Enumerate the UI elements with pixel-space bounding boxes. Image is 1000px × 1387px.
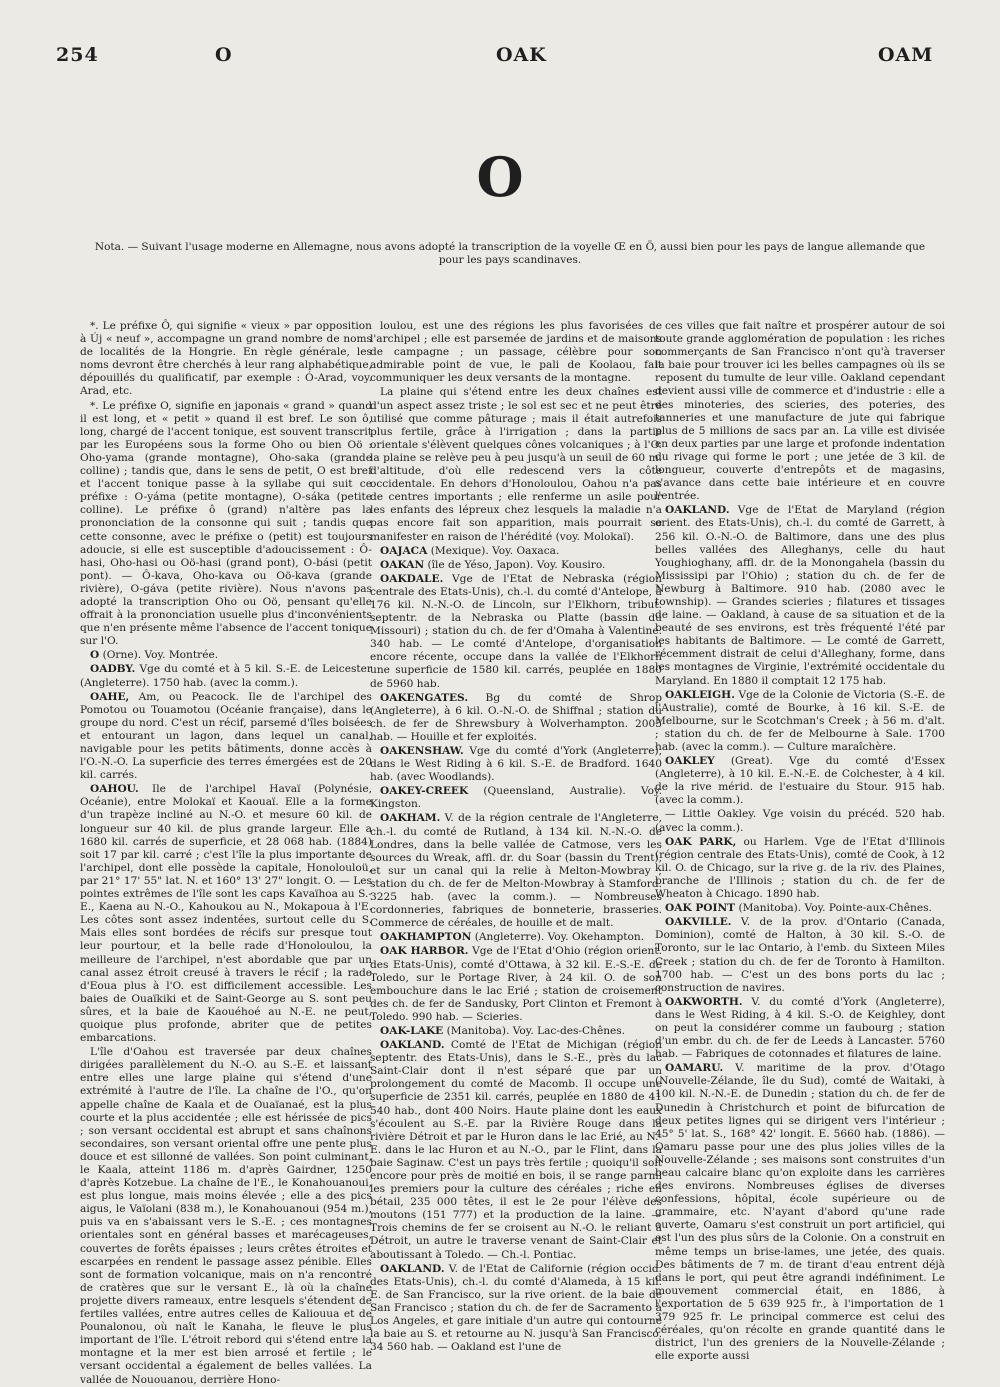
entry-headword: OAKENSHAW.	[380, 745, 464, 757]
entry-text: loulou, est une des régions les plus favorisées de l'archipel ; elle est parsemée de jardins et de maisons de campagne ; un passage, célèbre pour son admirable point de vue, le pali de Koolaou, fait communiquer les deux versants de la montagne.	[370, 320, 662, 385]
entry-text: (Orne). Voy. Montrée.	[102, 649, 219, 662]
header-center: OAK	[496, 44, 547, 66]
dictionary-entry	[80, 400, 372, 649]
entry-text: *. Le préfixe Ô, qui signifie « vieux » par opposition à Új « neuf », accompagne un grand nombre de noms de localités de la Hongrie. En règle générale, les noms devront être cherchés à leur rang alphabétique, dépouillés du qualificatif, par exemple : Ó-Arad, voy. Arad, etc.	[80, 320, 372, 398]
dictionary-entry	[80, 320, 372, 399]
entry-text: *. Le préfixe O, signifie en japonais « grand » quand il est long, et « petit » quand il est bref. Le son ô, long, chargé de l'accent tonique, est souvent transcrit par les Européens sous la forme Oho ou bien Oö : Oho-yama (grande montagne), Oho-saka (grande colline) ; tandis que, dans le sens de petit, O est bref et l'accent tonique passe à la syllabe qui suit ce préfixe : O-yáma (petite montagne), O-sáka (petite colline). Le préfixe ô (grand) n'altère pas la prononciation de la consonne qui suit ; tandis que cette consonne, avec le préfixe o (petit) est toujours adoucie, si elle est susceptible d'adoucissement : Ô-hasi, Oho-hasi ou Oö-hasi (grand pont), O-bási (petit pont). — Ô-kava, Oho-kava ou Oö-kava (grande rivière), O-gáva (petite rivière). Nous n'avons pas adopté la transcription Oho ou Oö, pensant qu'elle offrait à la prononciation usuelle plus d'inconvénients que n'en présente même l'absence de l'accent tonique sur l'O.	[80, 399, 372, 648]
entry-headword: OAJACA	[380, 544, 428, 557]
entry-text: Vge du comté d'York (Angleterre), dans le West Riding à 6 kil. S.-E. de Bradford. 1640 hab. (avec Woodlands).	[370, 745, 662, 784]
dictionary-entry	[370, 386, 662, 543]
dictionary-entry	[80, 1046, 372, 1386]
entry-headword: OAKHAMPTON	[380, 931, 472, 944]
dictionary-entry	[370, 320, 662, 385]
dictionary-entry	[370, 785, 662, 811]
entry-headword: OAHOU.	[90, 783, 139, 796]
entry-text: Ile de l'archipel Havaï (Polynésie, Océanie), entre Molokaï et Kaouaï. Elle a la forme d'un trapèze incliné au N.-O. et mesure 60 kil. de longueur sur 40 kil. de plus grande largeur. Elle a 1680 kil. carrés de superficie, et 28 068 hab. (1884) soit 17 par kil. carré ; c'est l'île la plus importante de l'archipel, dont elle possède la capitale, Honolouloü, par 21° 17' 55" lat. N. et 160° 13' 27" longit. O. — Les pointes extrêmes de l'île sont les caps Kavaïhoa au S.-E., Kaena au N.-O., Kahoukou au N., Mokapoua à l'E. Les côtes sont assez indentées, surtout celle du S. Mais elles sont bordées de récifs sur presque tout leur pourtour, et la belle rade d'Honoloulou, la meilleure de l'archipel, n'est abordable que par un canal assez étroit creusé à travers le récif ; la rade d'Eoua plus à l'O. est difficilement accessible. Les baies de Ouaïkiki et de Saint-George au S. sont peu sûres, et la baie de Kaouéhoé au N.-E. ne peut, quoique plus profonde, abriter que de petites embarcations.	[80, 783, 372, 1045]
entry-text: Vge de l'Etat de Nebraska (région centrale des Etats-Unis), ch.-l. du comté d'Antelope, à 176 kil. N.-N.-O. de Lincoln, sur l'Elkhorn, tribut. septentr. de la Nebraska ou Platte (bassin du Missouri) ; station du ch. de fer d'Omaha à Valentine. 340 hab. — Le comté d'Antelope, d'organisation encore récente, occupe dans la vallée de l'Elkhorn une superficie de 1580 kil. carrés, peuplée en 1880 de 5960 hab.	[370, 572, 662, 690]
dictionary-entry	[370, 1025, 662, 1038]
entry-headword: O	[90, 649, 100, 662]
entry-text: — Little Oakley. Vge voisin du précéd. 520 hab. (avec la comm.).	[655, 808, 945, 834]
entry-text: La plaine qui s'étend entre les deux chaînes est d'un aspect assez triste ; le sol est sec et ne peut être utilisé que comme pâturage ; mais il était autrefois plus fertile, grâce à l'irrigation ; dans la partie orientale s'élèvent quelques cônes volcaniques ; à l'O. la plaine se relève peu à peu jusqu'à un seuil de 60 m. d'altitude, d'où elle redescend vers la côte occidentale. En dehors d'Honoloulou, Oahou n'a pas de centres importants ; elle renferme un asile pour les enfants des lépreux chez lesquels la maladie n'a pas encore fait son apparition, mais pourrait se manifester en raison de l'hérédité (voy. Molokaï).	[370, 386, 662, 543]
entry-text: (Manitoba). Voy. Pointe-aux-Chênes.	[738, 902, 932, 915]
entry-headword: OAMARU.	[665, 1062, 724, 1075]
dictionary-entry	[370, 1263, 662, 1355]
entry-text: Bg du comté de Shrop (Angleterre), à 6 kil. O.-N.-O. de Shiffnal ; station du ch. de fer de Shrewsbury à Wolverhampton. 2005 hab. — Houille et fer exploités.	[370, 691, 662, 743]
entry-text: L'île d'Oahou est traversée par deux chaînes dirigées parallèlement du N.-O. au S.-E. et laissant entre elles une large plaine qui s'étend d'une extrémité à l'autre de l'île. La chaîne de l'O., qu'on appelle chaîne de Kaala et de Ouaïanaé, est la plus courte et la plus accidentée ; elle est hérissée de pics ; son versant occidental est abrupt et sans chaînons secondaires, son versant oriental offre une pente plus douce et est sillonné de vallées. Son point culminant, le Kaala, atteint 1186 m. d'après Gairdner, 1250 d'après Kotzebue. La chaîne de l'E., le Konahouanoui, est plus longue, mais moins élevée ; elle a des pics aigus, le Vaïolani (838 m.), le Konahouanoui (954 m.), puis va en s'abaissant vers le S.-E. ; ces montagnes orientales sont en général basses et marécageuses, couvertes de forêts épaisses ; leurs crêtes étroites et escarpées en rendent le passage assez pénible. Elles sont de formation volcanique, mais on n'a rencontré de cratères que sur le versant E., là où la chaîne projette divers rameaux, entre lesquels s'étendent de fertiles vallées, entre autres celles de Kaliouua et de Pounalonou, où naît le Kanaha, le fleuve le plus important de l'île. L'étroit rebord qui s'étend entre la montagne et la mer est bien arrosé et fertile ; le versant occidental a également de belles vallées. La vallée de Nououanou, derrière Hono-	[80, 1046, 372, 1386]
header-left: O	[215, 44, 233, 66]
page-number: 254	[56, 44, 99, 66]
entry-text: Vge de l'Etat d'Ohio (région orient. des Etats-Unis), comté d'Ottawa, à 32 kil. E.-S.-E. de Toledo, sur le Portage River, à 24 kil. O. de son embouchure dans le lac Erié ; station de croisement des ch. de fer de Sandusky, Port Clinton et Fremont à Toledo. 990 hab. — Scieries.	[370, 945, 662, 1023]
dictionary-entry	[80, 783, 372, 1045]
entry-headword: OAK HARBOR.	[380, 945, 469, 958]
section-letter: O	[476, 145, 524, 209]
dictionary-entry	[80, 691, 372, 783]
entry-text: ces villes que fait naître et prospérer autour de soi toute grande agglomération de population : les riches commerçants de San Francisco n'ont qu'à traverser la baie pour trouver ici les belles campagnes où ils se reposent du tumulte de leur ville. Oakland cependant devient aussi ville de commerce et d'industrie : elle a des minoteries, des scieries, des poteries, des tanneries et une manufacture de jute qui fabrique plus de 5 millions de sacs par an. La ville est divisée en deux parties par une large et profonde indentation du rivage qui forme le port ; une jetée de 3 kil. de longueur, couverte d'entrepôts et de magasins, s'avance dans cette baie intérieure et en couvre l'entrée.	[655, 320, 945, 503]
dictionary-entry	[655, 902, 945, 915]
entry-text: Am, ou Peacock. Ile de l'archipel des Pomotou ou Touamotou (Océanie française), dans le groupe du nord. C'est un récif, parsemé d'îles boisées et entourant un lagon, dans lequel un canal, navigable pour les petits bâtiments, donne accès à l'O.-N.-O. La superficie des terres émergées est de 20 kil. carrés.	[80, 690, 372, 782]
dictionary-entry	[655, 755, 945, 807]
editorial-note: Nota. — Suivant l'usage moderne en Allemagne, nous avons adopté la transcription de la voyelle Œ en Ö, aussi bien pour les pays de langue allemande que pour les pays scandinaves.	[94, 241, 926, 266]
entry-headword: OAKLAND.	[380, 1262, 445, 1275]
dictionary-entry	[655, 916, 945, 995]
entry-headword: OAKENGATES.	[380, 691, 469, 704]
dictionary-entry	[370, 1039, 662, 1262]
dictionary-entry	[80, 663, 372, 689]
dictionary-entry	[370, 692, 662, 744]
header-right: OAM	[878, 44, 934, 66]
entry-text: V. du comté d'York (Angleterre), dans le West Riding, à 4 kil. S.-O. de Keighley, dont on peut la considérer comme un faubourg ; station d'un embr. du ch. de fer de Leeds à Lancaster. 5760 hab. — Fabriques de cotonnades et filatures de laine.	[655, 995, 945, 1061]
entry-text: Vge de la Colonie de Victoria (S.-E. de l'Australie), comté de Bourke, à 16 kil. S.-E. de Melbourne, sur le Scotchman's Creek ; à 56 m. d'alt. ; station du ch. de fer de Melbourne à Sale. 1700 hab. (avec la comm.). — Culture maraîchère.	[655, 688, 945, 753]
entry-text: V. de la prov. d'Ontario (Canada, Dominion), comté de Halton, à 30 kil. S.-O. de Toronto, sur le lac Ontario, à l'emb. du Sixteen Miles Creek ; station du ch. de fer de Toronto à Hamilton. 1700 hab. — C'est un des bons ports du lac ; construction de navires.	[655, 916, 945, 994]
dictionary-entry	[370, 545, 662, 558]
entry-text: (Mexique). Voy. Oaxaca.	[430, 544, 560, 557]
entry-headword: OAHE,	[90, 690, 130, 703]
dictionary-entry	[370, 812, 662, 930]
entry-text: V. de l'Etat de Californie (région occid. des Etats-Unis), ch.-l. du comté d'Alameda, à 15 kil. E. de San Francisco, sur la rive orient. de la baie de San Francisco ; station du ch. de fer de Sacramento à Los Angeles, et gare initiale d'un autre qui contourne la baie au S. et retourne au N. jusqu'à San Francisco. 34 560 hab. — Oakland est l'une de	[370, 1262, 662, 1354]
dictionary-entry	[370, 945, 662, 1024]
dictionary-entry	[655, 504, 945, 687]
column-1	[80, 320, 372, 1386]
dictionary-entry	[655, 808, 945, 834]
entry-headword: OAKLAND.	[380, 1039, 445, 1052]
entry-text: (Manitoba). Voy. Lac-des-Chênes.	[446, 1024, 626, 1037]
entry-headword: OAKHAM.	[380, 812, 441, 825]
entry-headword: OAKAN	[380, 558, 425, 571]
dictionary-entry	[655, 1062, 945, 1363]
dictionary-entry	[370, 745, 662, 784]
entry-text: (Great). Vge du comté d'Essex (Angleterre), à 10 kil. E.-N.-E. de Colchester, à 4 kil. de la rive mérid. de l'estuaire du Stour. 915 hab. (avec la comm.).	[655, 755, 945, 807]
entry-headword: OAKLAND.	[665, 504, 730, 517]
entry-text: Vge de l'Etat de Maryland (région orient. des Etats-Unis), ch.-l. du comté de Garrett, à 256 kil. O.-N.-O. de Baltimore, dans une des plus belles vallées des Alleghanys, celle du haut Youghioghany, affl. dr. de la Monongahela (bassin du Mississipi par l'Ohio) ; station du ch. de fer de Newburg à Baltimore. 910 hab. (2080 avec le township). — Grandes scieries ; filatures et tissages de laine. — Oakland, à cause de sa situation et de la beauté de ses environs, est très fréquenté l'été par les habitants de Baltimore. — Le comté de Garrett, récemment distrait de celui d'Alleghany, forme, dans les montagnes de Virginie, l'extrémité occidentale du Maryland. En 1880 il comptait 12 175 hab.	[655, 504, 945, 687]
entry-text: Vge du comté et à 5 kil. S.-E. de Leicester (Angleterre). 1750 hab. (avec la comm.).	[80, 663, 372, 689]
entry-headword: OAKWORTH.	[665, 995, 743, 1008]
column-3	[655, 320, 945, 1363]
dictionary-entry	[370, 559, 662, 572]
entry-text: Comté de l'Etat de Michigan (région septentr. des Etats-Unis), dans le S.-E., près du lac Saint-Clair dont il n'est séparé que par un prolongement du comté de Macomb. Il occupe une superficie de 2351 kil. carrés, peuplée en 1880 de 41 540 hab., dont 400 Noirs. Haute plaine dont les eaux s'écoulent au S.-E. par la Rivière Rouge dans la rivière Détroit et par le Huron dans le lac Erié, au N.-E. dans le lac Huron et au N.-O., par le Flint, dans la baie Saginaw. C'est un pays très fertile ; quoiqu'il soit encore pour près de moitié en bois, il se range parmi les premiers pour la culture des céréales ; riche en bétail, 235 000 têtes, il est le 2e pour l'élève des moutons (151 777) et la production de la laine. — Trois chemins de fer se croisent au N.-O. le reliant à Détroit, un autre le traverse venant de Saint-Clair et aboutissant à Toledo. — Ch.-l. Pontiac.	[370, 1039, 662, 1261]
dictionary-entry	[80, 649, 372, 662]
entry-headword: OAKEY-CREEK	[380, 785, 469, 798]
entry-headword: OAK PARK,	[665, 835, 737, 848]
entry-headword: OADBY.	[90, 663, 136, 676]
entry-headword: OAKLEIGH.	[665, 688, 735, 701]
entry-text: V. de la région centrale de l'Angleterre, ch.-l. du comté de Rutland, à 134 kil. N.-N.-O. de Londres, dans la belle vallée de Catmose, vers les sources du Wreak, affl. dr. du Soar (bassin du Trent), et sur un canal qui la relie à Melton-Mowbray ; station du ch. de fer de Melton-Mowbray à Stamford. 3225 hab. (avec la comm.). — Nombreuses cordonneries, fabriques de bonneterie, brasseries. Commerce de céréales, de houille et de malt.	[370, 812, 662, 930]
entry-headword: OAKDALE.	[380, 572, 444, 585]
dictionary-entry	[655, 836, 945, 901]
entry-text: (île de Yéso, Japon). Voy. Kousiro.	[427, 558, 606, 571]
dictionary-entry	[370, 931, 662, 944]
entry-text: (Queensland, Australie). Voy. Kingston.	[370, 785, 662, 811]
dictionary-entry	[655, 689, 945, 754]
dictionary-entry	[370, 573, 662, 691]
entry-text: (Angleterre). Voy. Okehampton.	[474, 931, 645, 944]
entry-text: ou Harlem. Vge de l'Etat d'Illinois (région centrale des Etats-Unis), comté de Cook, à 12 kil. O. de Chicago, sur la rive g. de la riv. des Plaines, branche de l'Illinois ; station du ch. de fer de Wheaton à Chicago. 1890 hab.	[655, 835, 945, 901]
column-2	[370, 320, 662, 1352]
entry-headword: OAK POINT	[665, 902, 736, 915]
entry-headword: OAKVILLE.	[665, 916, 732, 929]
entry-text: V. maritime de la prov. d'Otago (Nouvelle-Zélande, île du Sud), comté de Waitaki, à 100 kil. N.-N.-E. de Dunedin ; station du ch. de fer de Dunedin à Christchurch et point de bifurcation de deux petites lignes qui se dirigent vers l'intérieur ; 45° 5' lat. S., 168° 42' longit. E. 5660 hab. (1886). — Oamaru passe pour une des plus jolies villes de la Nouvelle-Zélande ; ses maisons sont construites d'un beau calcaire blanc qu'on exploite dans les carrières des environs. Nombreuses églises de diverses confessions, hôpital, école supérieure ou de grammaire, etc. N'ayant d'abord qu'une rade ouverte, Oamaru s'est construit un port artificiel, qui est l'un des plus sûrs de la Colonie. On a construit en même temps un brise-lames, une jetée, des quais. Des bâtiments de 7 m. de tirant d'eau entrent déjà dans le port, qui peut être agrandi indéfiniment. Le mouvement commercial était, en 1886, à l'exportation de 5 639 925 fr., à l'importation de 1 379 925 fr. Le principal commerce est celui des céréales, qu'on récolte en grande quantité dans le district, l'un des greniers de la Nouvelle-Zélande ; elle exporte aussi	[655, 1062, 945, 1363]
dictionary-entry	[655, 320, 945, 503]
dictionary-entry	[655, 996, 945, 1061]
entry-headword: OAKLEY	[665, 755, 715, 768]
entry-headword: OAK-LAKE	[380, 1024, 444, 1037]
